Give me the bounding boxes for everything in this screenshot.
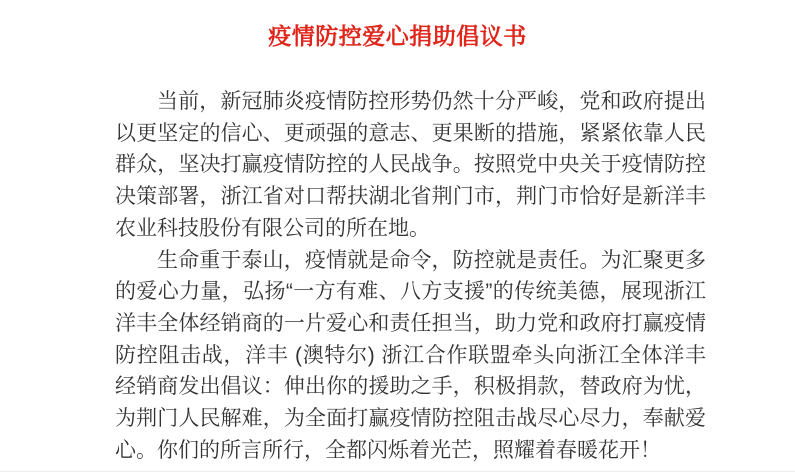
- paragraph-2: 生命重于泰山，疫情就是命令，防控就是责任。为汇聚更多的爱心力量，弘扬“一方有难、八方支援”的传统美德，展现浙江洋丰全体经销商的一片爱心和责任担当，助力党和政府打赢疫情防控阻击战，洋丰 (澳特尔) 浙江合作联盟牵头向浙江全体洋丰经销商发出倡议：伸出你的援助之手，积极捐款，替政府为忧，为荆门人民解难，为全面打赢疫情防控阻击战尽心尽力，奉献爱心。你们的所言所行，全都闪烁着光芒，照耀着春暖花开！: [115, 248, 706, 462]
- paragraph-1: 当前，新冠肺炎疫情防控形势仍然十分严峻，党和政府提出以更坚定的信心、更顽强的意志、更果断的措施，紧紧依靠人民群众，坚决打赢疫情防控的人民战争。按照党中央关于疫情防控决策部署，浙江省对口帮扶湖北省荆门市，荆门市恰好是新洋丰农业科技股份有限公司的所在地。: [115, 90, 706, 240]
- document-body: [115, 86, 706, 466]
- document-title: 疫情防控爱心捐助倡议书: [268, 23, 527, 49]
- bottom-divider: [0, 471, 795, 472]
